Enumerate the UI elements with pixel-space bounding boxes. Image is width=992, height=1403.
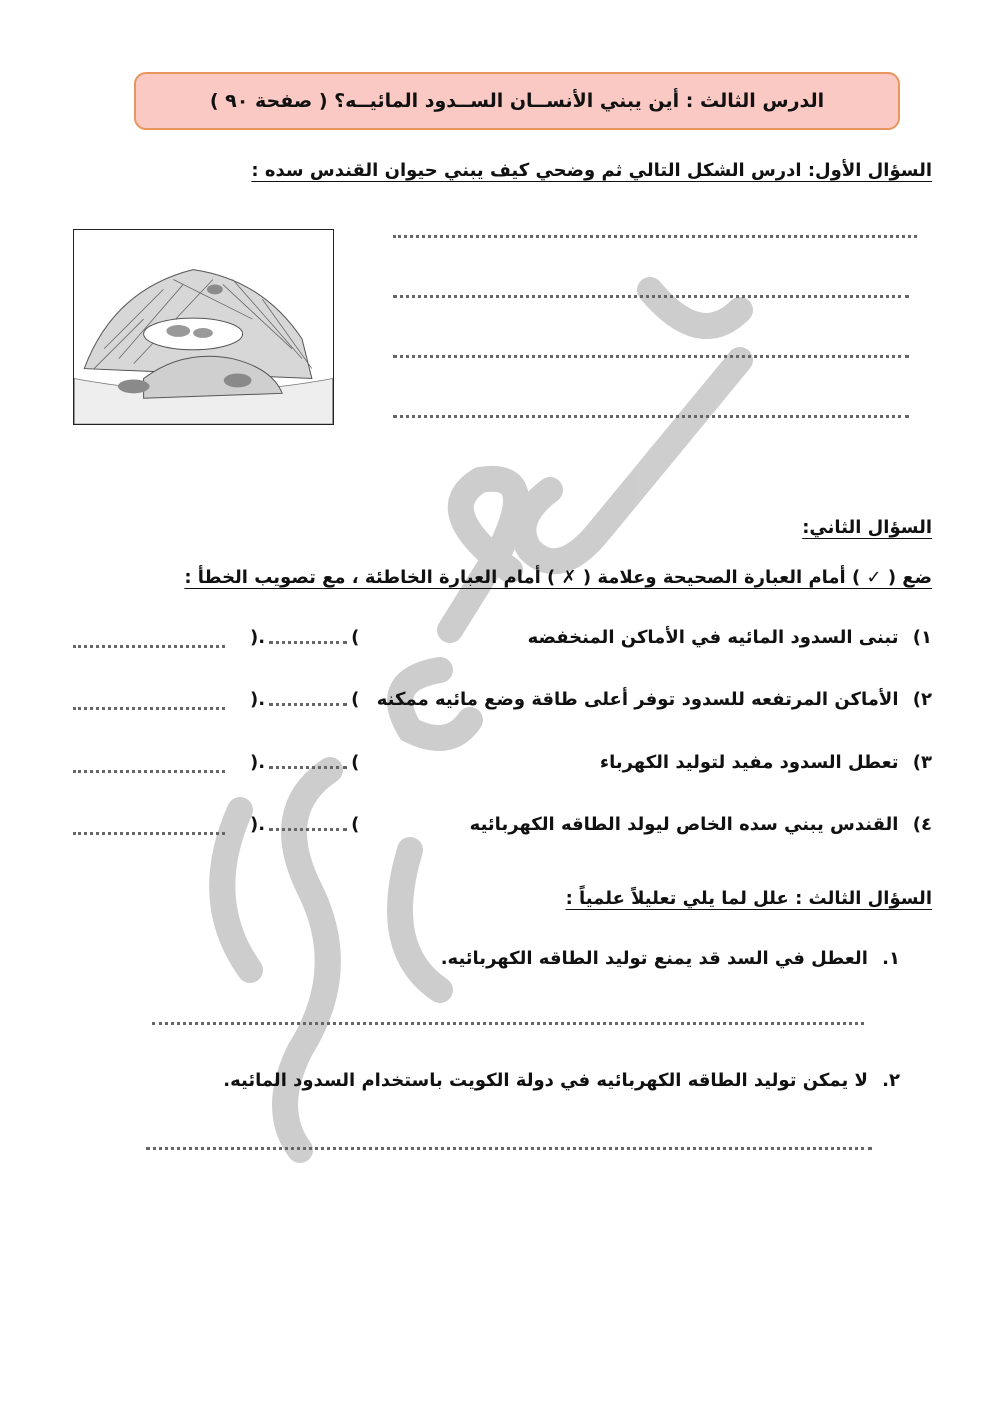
correction-line xyxy=(73,645,225,648)
reason-item-number: ٢. xyxy=(882,1070,900,1091)
tf-item-number: ٢) xyxy=(912,689,932,710)
tf-item xyxy=(470,814,932,835)
tf-item xyxy=(377,689,932,710)
answer-line xyxy=(393,235,917,238)
reason-item xyxy=(441,948,900,969)
question1-heading: السؤال الأول: ادرس الشكل التالي ثم وضحي كيف يبني حيوان القندس سده : xyxy=(251,160,932,181)
answer-parentheses[interactable]: ). ( xyxy=(250,814,360,835)
answer-line xyxy=(152,1022,864,1025)
tf-item-number: ٣) xyxy=(912,752,932,773)
reason-item-text: لا يمكن توليد الطاقه الكهربائيه في دولة الكويت باستخدام السدود المائيه. xyxy=(223,1070,868,1091)
tf-item-number: ٤) xyxy=(912,814,932,835)
correction-line xyxy=(73,832,225,835)
tf-item-number: ١) xyxy=(912,627,932,648)
answer-line xyxy=(393,415,909,418)
correction-line xyxy=(73,707,225,710)
tf-item xyxy=(600,752,932,773)
question3-heading: السؤال الثالث : علل لما يلي تعليلاً علمياً : xyxy=(565,888,932,909)
correction-line xyxy=(73,770,225,773)
lesson-title-box xyxy=(134,72,900,130)
tf-item-text: تعطل السدود مفيد لتوليد الكهرباء xyxy=(599,752,899,773)
answer-parentheses[interactable]: ). ( xyxy=(250,752,360,773)
tf-item-text: تبنى السدود المائيه في الأماكن المنخفضه xyxy=(527,627,899,648)
answer-parentheses[interactable]: ). ( xyxy=(250,689,360,710)
beaver-dam-image xyxy=(73,229,334,425)
answer-line xyxy=(393,355,909,358)
question2-heading: السؤال الثاني: xyxy=(802,517,932,538)
reason-item-text: العطل في السد قد يمنع توليد الطاقه الكهربائيه. xyxy=(440,948,868,969)
answer-parentheses[interactable]: ). ( xyxy=(250,627,360,648)
reason-item-number: ١. xyxy=(882,948,900,969)
tf-item-text: القندس يبني سده الخاص ليولد الطاقه الكهربائيه xyxy=(469,814,899,835)
answer-line xyxy=(146,1147,872,1150)
question2-instruction: ضع ( ✓ ) أمام العبارة الصحيحة وعلامة ( ✗ ) أمام العبارة الخاطئة ، مع تصويب الخطأ : xyxy=(184,567,932,588)
lesson-title: الدرس الثالث : أين يبني الأنســان الســدود المائيــه؟ ( صفحة ٩٠ ) xyxy=(209,90,825,112)
reason-item xyxy=(223,1070,900,1091)
answer-line xyxy=(393,295,909,298)
tf-item xyxy=(528,627,932,648)
tf-item-text: الأماكن المرتفعه للسدود توفر أعلى طاقة وضع مائيه ممكنه xyxy=(376,689,899,710)
